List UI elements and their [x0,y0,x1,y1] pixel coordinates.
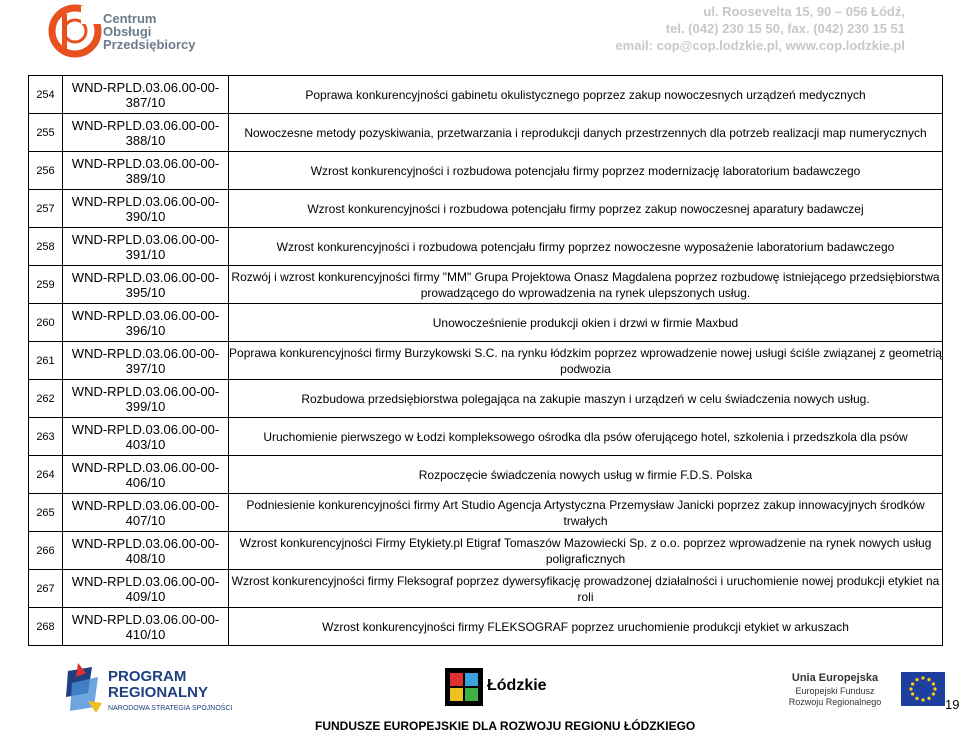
row-number: 264 [29,456,63,494]
application-code-suffix: 391/10 [125,246,166,262]
row-number: 261 [29,342,63,380]
project-title: Wzrost konkurencyjności Firmy Etykiety.pl Etigraf Tomaszów Mazowiecki Sp. z o.o. poprzez wprowadzenie na rynek nowych usług poligraficznych [229,532,943,570]
row-number: 259 [29,266,63,304]
table-row [29,418,943,456]
application-code-prefix: WND-RPLD.03.06.00-00- [71,79,220,95]
row-number: 256 [29,152,63,190]
application-code-suffix: 397/10 [125,360,166,376]
lodzkie-logo [445,668,555,708]
project-title: Unowocześnienie produkcji okien i drzwi w firmie Maxbud [229,304,943,342]
program-logo-icon [58,663,106,715]
program-line-1: PROGRAM [108,668,187,685]
ue-line-2: Europejski Fundusz [795,686,875,696]
application-code [63,570,229,608]
contact-info [615,3,905,54]
project-title: Rozwój i wzrost konkurencyjności firmy "MM" Grupa Projektowa Onasz Magdalena poprzez rozbudowę istniejącego przedsiębiorstwa prowadzącego do wprowadzenia na rynek ulepszonych usług. [229,266,943,304]
table-row [29,570,943,608]
cop-logo [48,4,196,60]
table-row [29,380,943,418]
lodzkie-logo-icon [445,668,483,706]
application-code-suffix: 388/10 [125,132,166,148]
application-code-prefix: WND-RPLD.03.06.00-00- [71,269,220,285]
application-code [63,152,229,190]
project-title: Rozbudowa przedsiębiorstwa polegająca na zakupie maszyn i urządzeń w celu świadczenia nowych usług. [229,380,943,418]
row-number: 260 [29,304,63,342]
table-row [29,456,943,494]
application-code-prefix: WND-RPLD.03.06.00-00- [71,193,220,209]
project-title: Wzrost konkurencyjności firmy Fleksograf poprzez dywersyfikację prowadzonej działalności i uruchomienie nowej produkcji etykiet na roli [229,570,943,608]
application-code-prefix: WND-RPLD.03.06.00-00- [71,421,220,437]
contact-phone: tel. (042) 230 15 50, fax. (042) 230 15 51 [665,21,905,36]
row-number: 267 [29,570,63,608]
project-title: Poprawa konkurencyjności gabinetu okulistycznego poprzez zakup nowoczesnych urządzeń medycznych [229,76,943,114]
program-line-2: REGIONALNY [108,684,209,701]
logo-line-1: Centrum [103,11,157,26]
application-code [63,380,229,418]
table-row [29,608,943,646]
project-title: Rozpoczęcie świadczenia nowych usług w firmie F.D.S. Polska [229,456,943,494]
cop-logo-icon [48,4,104,60]
application-code [63,342,229,380]
fund-text: FUNDUSZE EUROPEJSKIE DLA ROZWOJU REGIONU ŁÓDZKIEGO [315,719,696,733]
application-code [63,418,229,456]
application-code [63,532,229,570]
row-number: 262 [29,380,63,418]
table-row [29,494,943,532]
project-title: Wzrost konkurencyjności i rozbudowa potencjału firmy poprzez nowoczesne wyposażenie laboratorium badawczego [229,228,943,266]
row-number: 255 [29,114,63,152]
row-number: 257 [29,190,63,228]
ue-logo [765,668,945,713]
application-code [63,304,229,342]
program-regionalny-logo [58,663,233,715]
table-row [29,532,943,570]
projects-table [28,75,943,646]
project-title: Wzrost konkurencyjności i rozbudowa potencjału firmy poprzez zakup nowoczesnej aparatury badawczej [229,190,943,228]
application-code-prefix: WND-RPLD.03.06.00-00- [71,307,220,323]
application-code-suffix: 403/10 [125,436,166,452]
logo-line-2: Obsługi [103,24,152,39]
table-row [29,114,943,152]
application-code-prefix: WND-RPLD.03.06.00-00- [71,155,220,171]
row-number: 254 [29,76,63,114]
table-row [29,304,943,342]
application-code [63,608,229,646]
application-code-prefix: WND-RPLD.03.06.00-00- [71,497,220,513]
contact-address: ul. Roosevelta 15, 90 – 056 Łódź, [703,4,905,19]
application-code [63,114,229,152]
application-code-suffix: 410/10 [125,626,166,642]
project-title: Uruchomienie pierwszego w Łodzi kompleksowego ośrodka dla psów oferującego hotel, szkolenia i przedszkola dla psów [229,418,943,456]
application-code-suffix: 399/10 [125,398,166,414]
program-line-3: NARODOWA STRATEGIA SPÓJNOŚCI [108,705,233,712]
application-code-suffix: 408/10 [125,550,166,566]
application-code-prefix: WND-RPLD.03.06.00-00- [71,231,220,247]
logo-line-3: Przedsiębiorcy [103,37,196,52]
ue-line-1: Unia Europejska [791,672,879,684]
table-row [29,342,943,380]
application-code [63,494,229,532]
contact-email: email: cop@cop.lodzkie.pl, www.cop.lodzkie.pl [615,38,905,53]
table-row [29,190,943,228]
application-code-prefix: WND-RPLD.03.06.00-00- [71,611,220,627]
application-code-suffix: 389/10 [125,170,166,186]
application-code-suffix: 387/10 [125,94,166,110]
row-number: 268 [29,608,63,646]
application-code [63,228,229,266]
application-code-suffix: 390/10 [125,208,166,224]
ue-line-3: Rozwoju Regionalnego [788,697,882,707]
table-row [29,76,943,114]
application-code-suffix: 407/10 [125,512,166,528]
footer [0,660,960,733]
row-number: 263 [29,418,63,456]
project-title: Podniesienie konkurencyjności firmy Art Studio Agencja Artystyczna Przemysław Janicki poprzez zakup innowacyjnych środków trwałych [229,494,943,532]
application-code-prefix: WND-RPLD.03.06.00-00- [71,459,220,475]
project-title: Poprawa konkurencyjności firmy Burzykowski S.C. na rynku łódzkim poprzez wprowadzenie nowej usługi ściśle związanej z geometrią podwozia [229,342,943,380]
application-code [63,456,229,494]
application-code-suffix: 406/10 [125,474,166,490]
project-title: Nowoczesne metody pozyskiwania, przetwarzania i reprodukcji danych przestrzennych dla potrzeb realizacji map numerycznych [229,114,943,152]
eu-flag-icon [901,672,945,706]
row-number: 258 [29,228,63,266]
row-number: 266 [29,532,63,570]
application-code-prefix: WND-RPLD.03.06.00-00- [71,345,220,361]
table-row [29,228,943,266]
application-code-prefix: WND-RPLD.03.06.00-00- [71,573,220,589]
application-code-prefix: WND-RPLD.03.06.00-00- [71,535,220,551]
application-code-suffix: 395/10 [125,284,166,300]
application-code [63,190,229,228]
project-title: Wzrost konkurencyjności i rozbudowa potencjału firmy poprzez modernizację laboratorium badawczego [229,152,943,190]
application-code [63,266,229,304]
application-code-suffix: 396/10 [125,322,166,338]
table-row [29,266,943,304]
application-code-prefix: WND-RPLD.03.06.00-00- [71,383,220,399]
page-number: 19 [945,697,960,712]
application-code-suffix: 409/10 [125,588,166,604]
application-code [63,76,229,114]
header [0,0,960,70]
project-title: Wzrost konkurencyjności firmy FLEKSOGRAF poprzez uruchomienie produkcji etykiet w arkuszach [229,608,943,646]
row-number: 265 [29,494,63,532]
lodzkie-label: Łódzkie [487,677,547,694]
table-row [29,152,943,190]
application-code-prefix: WND-RPLD.03.06.00-00- [71,117,220,133]
